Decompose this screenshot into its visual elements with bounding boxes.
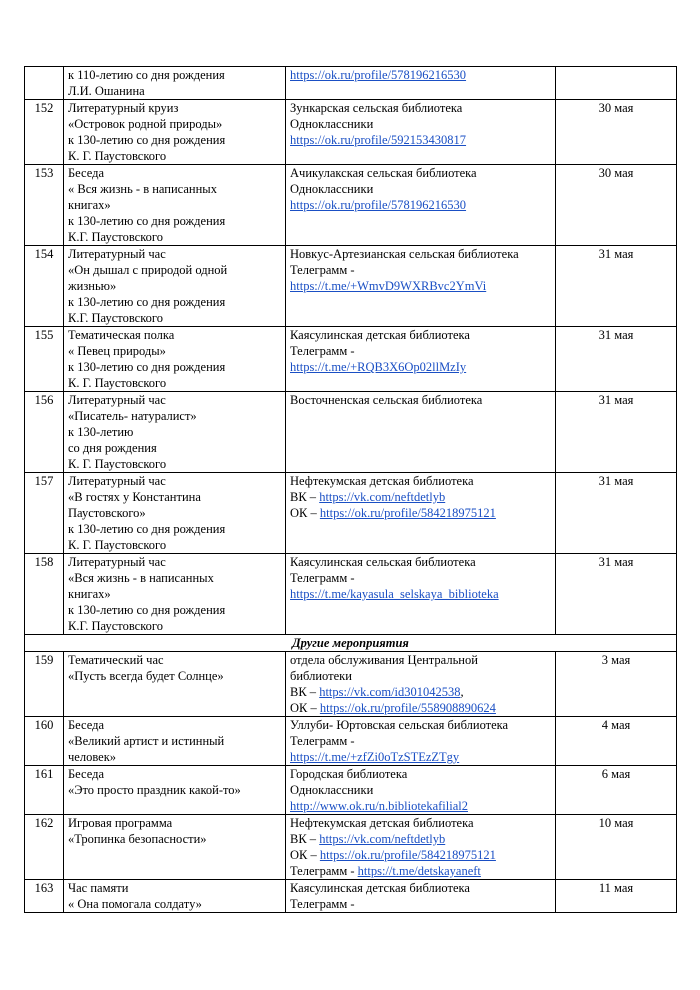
event-line: к 130-летию со дня рождения bbox=[68, 603, 226, 617]
place-line bbox=[290, 262, 551, 278]
row-number: 158 bbox=[25, 554, 64, 635]
event-date: 3 мая bbox=[556, 652, 677, 717]
event-line: к 130-летию со дня рождения bbox=[68, 133, 226, 147]
place-cell bbox=[286, 100, 556, 165]
place-cell bbox=[286, 246, 556, 327]
event-line: К. Г. Паустовского bbox=[68, 376, 167, 390]
place-link[interactable]: https://t.me/detskayaneft bbox=[357, 864, 481, 878]
table-row bbox=[25, 327, 677, 392]
place-link[interactable]: https://ok.ru/profile/578196216530 bbox=[290, 198, 467, 212]
place-text: Ачикулакская сельская библиотека bbox=[290, 166, 477, 180]
event-line: « Она помогала солдату» bbox=[68, 897, 202, 911]
event-date: 31 мая bbox=[556, 392, 677, 473]
place-line bbox=[290, 668, 551, 684]
event-cell bbox=[64, 880, 286, 913]
event-line: Игровая программа bbox=[68, 816, 173, 830]
place-prefix: Телеграмм - bbox=[290, 864, 358, 878]
place-text: Уллуби- Юртовская сельская библиотека bbox=[290, 718, 509, 732]
section-header-row bbox=[25, 635, 677, 652]
event-cell bbox=[64, 652, 286, 717]
event-line: «Тропинка безопасности» bbox=[68, 832, 207, 846]
place-prefix: ВК – bbox=[290, 490, 320, 504]
event-cell bbox=[64, 165, 286, 246]
row-number bbox=[25, 67, 64, 100]
event-line: к 130-летию со дня рождения bbox=[68, 214, 226, 228]
event-date: 30 мая bbox=[556, 100, 677, 165]
place-cell bbox=[286, 554, 556, 635]
place-text: библиотеки bbox=[290, 669, 352, 683]
event-cell bbox=[64, 473, 286, 554]
place-text: Нефтекумская детская библиотека bbox=[290, 474, 474, 488]
event-cell bbox=[64, 766, 286, 815]
place-line bbox=[290, 197, 551, 213]
event-cell bbox=[64, 815, 286, 880]
event-line: Л.И. Ошанина bbox=[68, 84, 145, 98]
event-line: Тематическая полка bbox=[68, 328, 175, 342]
section-row-group bbox=[25, 635, 677, 652]
table-row bbox=[25, 554, 677, 635]
event-line: К.Г. Паустовского bbox=[68, 311, 163, 325]
event-line: Беседа bbox=[68, 767, 105, 781]
event-line: к 130-летию bbox=[68, 425, 134, 439]
place-text: отдела обслуживания Центральной bbox=[290, 653, 478, 667]
table-row bbox=[25, 165, 677, 246]
place-text: Каясулинская детская библиотека bbox=[290, 328, 470, 342]
place-line bbox=[290, 831, 551, 847]
place-text: Каясулинская детская библиотека bbox=[290, 881, 470, 895]
event-line: «Пусть всегда будет Солнце» bbox=[68, 669, 224, 683]
place-line bbox=[290, 815, 551, 831]
event-line: книгах» bbox=[68, 587, 111, 601]
event-line: «Он дышал с природой одной bbox=[68, 263, 228, 277]
place-line bbox=[290, 896, 551, 912]
table-row bbox=[25, 815, 677, 880]
place-text: Телеграмм - bbox=[290, 344, 355, 358]
place-line bbox=[290, 652, 551, 668]
events-table bbox=[24, 66, 677, 913]
place-prefix: ОК – bbox=[290, 506, 320, 520]
place-text: Телеграмм - bbox=[290, 897, 355, 911]
event-line: Литературный час bbox=[68, 555, 166, 569]
place-line bbox=[290, 505, 551, 521]
place-text: Телеграмм - bbox=[290, 734, 355, 748]
event-line: Литературный круиз bbox=[68, 101, 179, 115]
event-date bbox=[556, 67, 677, 100]
place-text: Телеграмм - bbox=[290, 263, 355, 277]
place-line bbox=[290, 717, 551, 733]
place-line bbox=[290, 782, 551, 798]
place-line bbox=[290, 570, 551, 586]
table-row bbox=[25, 67, 677, 100]
event-line: К. Г. Паустовского bbox=[68, 457, 167, 471]
event-line: к 130-летию со дня рождения bbox=[68, 360, 226, 374]
place-line bbox=[290, 392, 551, 408]
place-line bbox=[290, 847, 551, 863]
place-text: Одноклассники bbox=[290, 783, 374, 797]
place-line bbox=[290, 473, 551, 489]
event-line: Тематический час bbox=[68, 653, 164, 667]
row-number: 154 bbox=[25, 246, 64, 327]
event-line: К. Г. Паустовского bbox=[68, 538, 167, 552]
row-number: 160 bbox=[25, 717, 64, 766]
place-cell bbox=[286, 392, 556, 473]
place-line bbox=[290, 863, 551, 879]
place-cell bbox=[286, 880, 556, 913]
row-number: 156 bbox=[25, 392, 64, 473]
place-link[interactable]: https://ok.ru/profile/584218975121 bbox=[319, 506, 496, 520]
place-link[interactable]: https://t.me/kayasula_selskaya_biblioteka bbox=[290, 587, 499, 601]
event-line: Литературный час bbox=[68, 247, 166, 261]
place-text: Восточненская сельская библиотека bbox=[290, 393, 483, 407]
event-line: Беседа bbox=[68, 166, 105, 180]
event-line: Паустовского» bbox=[68, 506, 146, 520]
event-line: Литературный час bbox=[68, 474, 166, 488]
place-text: Новкус-Артезианская сельская библиотека bbox=[290, 247, 519, 261]
place-line bbox=[290, 766, 551, 782]
event-line: «Великий артист и истинный bbox=[68, 734, 225, 748]
place-line bbox=[290, 586, 551, 602]
place-line bbox=[290, 798, 551, 814]
place-line bbox=[290, 67, 551, 83]
event-cell bbox=[64, 392, 286, 473]
place-link[interactable]: https://vk.com/neftdetlyb bbox=[319, 490, 446, 504]
event-date: 10 мая bbox=[556, 815, 677, 880]
row-number: 159 bbox=[25, 652, 64, 717]
event-line: со дня рождения bbox=[68, 441, 157, 455]
event-line: «Это просто праздник какой-то» bbox=[68, 783, 241, 797]
place-cell bbox=[286, 327, 556, 392]
place-line bbox=[290, 246, 551, 262]
place-line bbox=[290, 749, 551, 765]
row-number: 157 bbox=[25, 473, 64, 554]
event-cell bbox=[64, 717, 286, 766]
place-text: Каясулинская сельская библиотека bbox=[290, 555, 476, 569]
place-line bbox=[290, 132, 551, 148]
table-row bbox=[25, 246, 677, 327]
event-line: «Островок родной природы» bbox=[68, 117, 223, 131]
place-line bbox=[290, 116, 551, 132]
event-line: человек» bbox=[68, 750, 117, 764]
place-cell bbox=[286, 815, 556, 880]
place-line bbox=[290, 880, 551, 896]
place-line bbox=[290, 165, 551, 181]
table-row bbox=[25, 392, 677, 473]
event-line: жизнью» bbox=[68, 279, 117, 293]
place-text: Одноклассники bbox=[290, 117, 374, 131]
event-cell bbox=[64, 554, 286, 635]
place-line bbox=[290, 181, 551, 197]
place-line bbox=[290, 489, 551, 505]
table-row bbox=[25, 473, 677, 554]
table-row bbox=[25, 100, 677, 165]
place-line bbox=[290, 700, 551, 716]
place-cell bbox=[286, 766, 556, 815]
event-date: 4 мая bbox=[556, 717, 677, 766]
place-line bbox=[290, 733, 551, 749]
place-link[interactable]: http://www.ok.ru/n.bibliotekafilial2 bbox=[290, 799, 468, 813]
place-cell bbox=[286, 473, 556, 554]
events-body-bottom bbox=[25, 652, 677, 913]
event-line: к 130-летию со дня рождения bbox=[68, 522, 226, 536]
event-cell bbox=[64, 67, 286, 100]
place-suffix: , bbox=[460, 685, 464, 699]
place-link[interactable]: https://ok.ru/profile/592153430817 bbox=[290, 133, 467, 147]
place-text: Нефтекумская детская библиотека bbox=[290, 816, 474, 830]
event-line: книгах» bbox=[68, 198, 111, 212]
event-date: 31 мая bbox=[556, 473, 677, 554]
event-line: Беседа bbox=[68, 718, 105, 732]
event-line: К. Г. Паустовского bbox=[68, 149, 167, 163]
event-cell bbox=[64, 100, 286, 165]
event-cell bbox=[64, 246, 286, 327]
place-cell bbox=[286, 652, 556, 717]
place-prefix: ВК – bbox=[290, 685, 320, 699]
event-line: К.Г. Паустовского bbox=[68, 619, 163, 633]
event-line: «Писатель- натуралист» bbox=[68, 409, 197, 423]
event-line: к 130-летию со дня рождения bbox=[68, 295, 226, 309]
events-body-top bbox=[25, 67, 677, 635]
place-line bbox=[290, 359, 551, 375]
event-line: Час памяти bbox=[68, 881, 129, 895]
row-number: 152 bbox=[25, 100, 64, 165]
table-row bbox=[25, 717, 677, 766]
place-cell bbox=[286, 717, 556, 766]
event-line: « Певец природы» bbox=[68, 344, 166, 358]
event-date: 30 мая bbox=[556, 165, 677, 246]
row-number: 155 bbox=[25, 327, 64, 392]
row-number: 153 bbox=[25, 165, 64, 246]
place-link[interactable]: https://t.me/+WmvD9WXRBvc2YmVi bbox=[290, 279, 487, 293]
place-line bbox=[290, 684, 551, 700]
place-text: Зункарская сельская библиотека bbox=[290, 101, 463, 115]
event-line: «В гостях у Константина bbox=[68, 490, 201, 504]
event-cell bbox=[64, 327, 286, 392]
event-line: «Вся жизнь - в написанных bbox=[68, 571, 214, 585]
place-link[interactable]: https://ok.ru/profile/584218975121 bbox=[319, 848, 496, 862]
place-line bbox=[290, 343, 551, 359]
place-cell bbox=[286, 67, 556, 100]
table-row bbox=[25, 880, 677, 913]
event-date: 6 мая bbox=[556, 766, 677, 815]
place-text: Одноклассники bbox=[290, 182, 374, 196]
row-number: 161 bbox=[25, 766, 64, 815]
event-line: « Вся жизнь - в написанных bbox=[68, 182, 217, 196]
place-link[interactable]: https://ok.ru/profile/558908890624 bbox=[319, 701, 496, 715]
place-prefix: ОК – bbox=[290, 701, 320, 715]
place-link[interactable]: https://ok.ru/profile/578196216530 bbox=[290, 68, 467, 82]
row-number: 163 bbox=[25, 880, 64, 913]
place-link[interactable]: https://t.me/+RQB3X6Op02llMzIy bbox=[290, 360, 467, 374]
event-line: Литературный час bbox=[68, 393, 166, 407]
table-row bbox=[25, 766, 677, 815]
event-date: 31 мая bbox=[556, 246, 677, 327]
section-title: Другие мероприятия bbox=[25, 635, 677, 652]
place-prefix: ВК – bbox=[290, 832, 320, 846]
event-date: 11 мая bbox=[556, 880, 677, 913]
event-line: К.Г. Паустовского bbox=[68, 230, 163, 244]
row-number: 162 bbox=[25, 815, 64, 880]
place-line bbox=[290, 278, 551, 294]
place-line bbox=[290, 100, 551, 116]
place-line bbox=[290, 327, 551, 343]
place-link[interactable]: https://vk.com/id301042538 bbox=[319, 685, 461, 699]
event-date: 31 мая bbox=[556, 327, 677, 392]
place-prefix: ОК – bbox=[290, 848, 320, 862]
place-link[interactable]: https://t.me/+zfZi0oTzSTEzZTgy bbox=[290, 750, 460, 764]
place-text: Телеграмм - bbox=[290, 571, 355, 585]
place-line bbox=[290, 554, 551, 570]
place-link[interactable]: https://vk.com/neftdetlyb bbox=[319, 832, 446, 846]
place-cell bbox=[286, 165, 556, 246]
table-row bbox=[25, 652, 677, 717]
event-line: к 110-летию со дня рождения bbox=[68, 68, 225, 82]
place-text: Городская библиотека bbox=[290, 767, 408, 781]
event-date: 31 мая bbox=[556, 554, 677, 635]
